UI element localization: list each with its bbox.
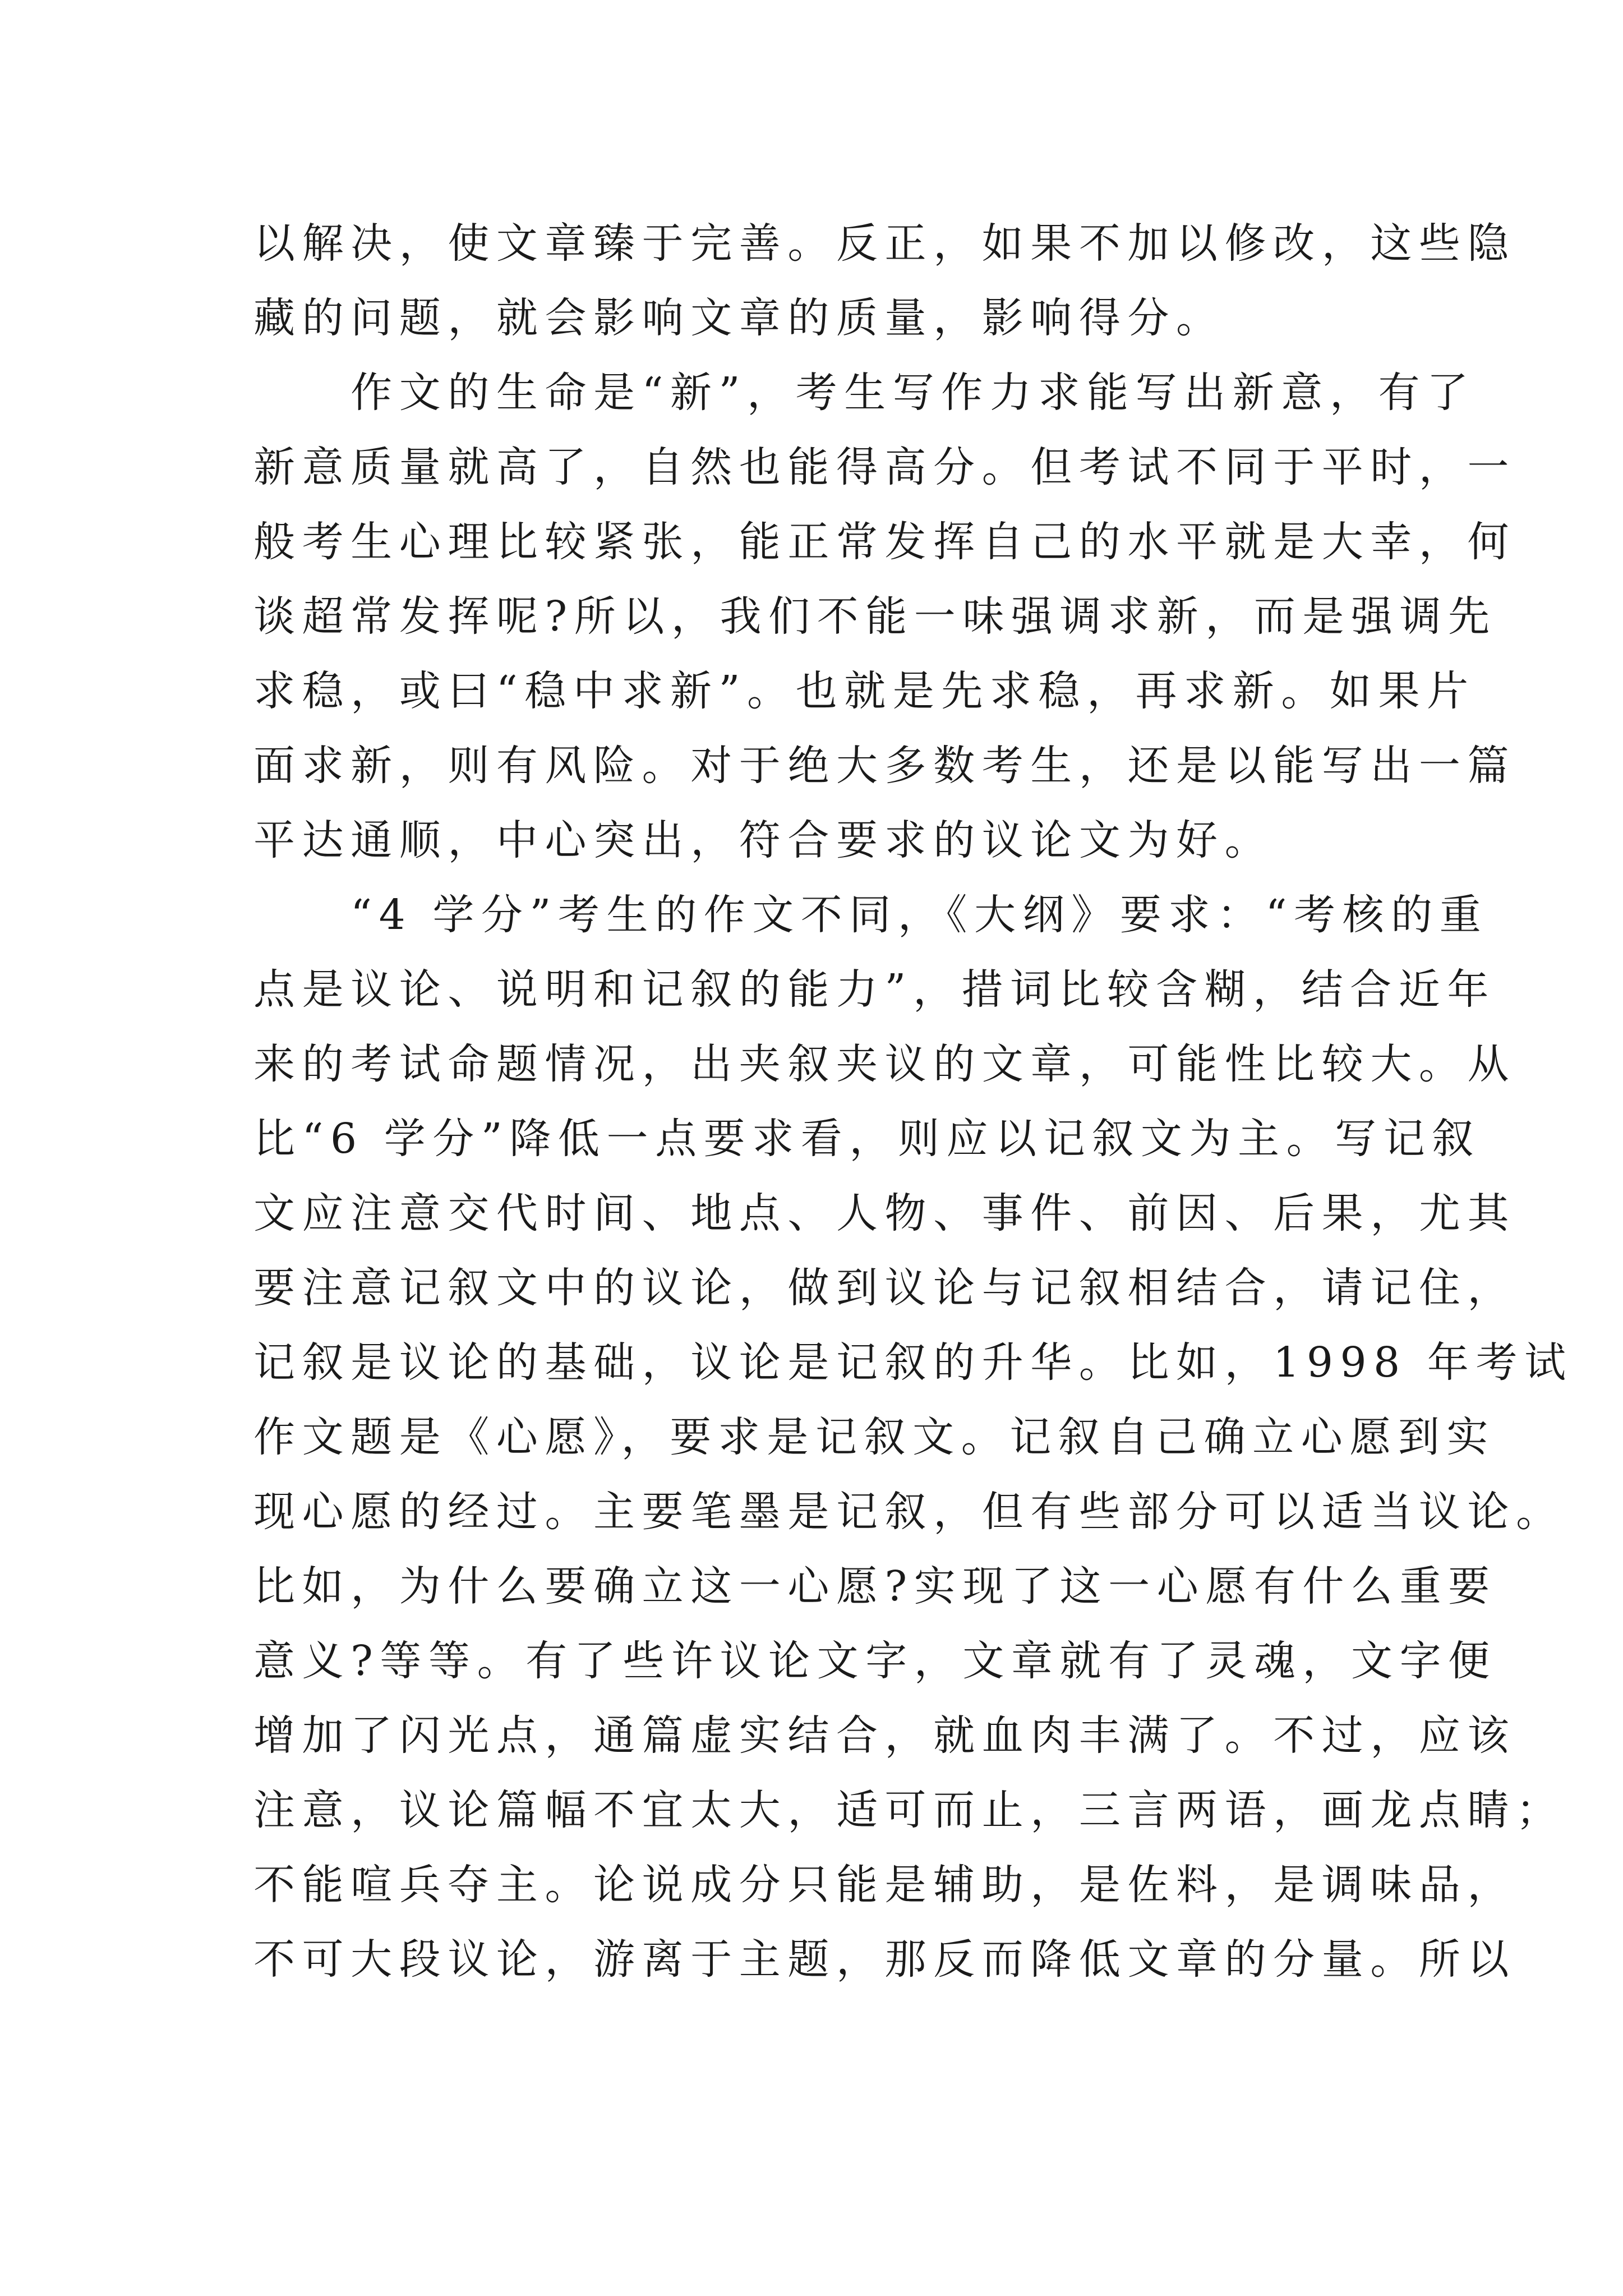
text-line: 藏的问题，就会影响文章的质量，影响得分。 <box>253 294 1225 342</box>
text-line: 新意质量就高了，自然也能得高分。但考试不同于平时，一 <box>253 443 1516 491</box>
text-line: 不可大段议论，游离于主题，那反而降低文章的分量。所以 <box>253 1935 1516 1984</box>
text-line: 注意，议论篇幅不宜太大，适可而止，三言两语，画龙点睛； <box>253 1786 1565 1834</box>
text-line: 般考生心理比较紧张，能正常发挥自己的水平就是大幸，何 <box>253 518 1516 566</box>
text-line: 点是议论、说明和记叙的能力”，措词比较含糊，结合近年 <box>253 965 1496 1014</box>
text-line: 比如，为什么要确立这一心愿?实现了这一心愿有什么重要 <box>253 1562 1497 1611</box>
text-line: 要注意记叙文中的议论，做到议论与记叙相结合，请记住， <box>253 1264 1516 1312</box>
body-text <box>253 206 1573 1997</box>
text-line: 记叙是议论的基础，议论是记叙的升华。比如，1998 年考试 <box>253 1338 1573 1387</box>
text-line: 平达通顺，中心突出，符合要求的议论文为好。 <box>253 816 1274 864</box>
text-line: 文应注意交代时间、地点、人物、事件、前因、后果，尤其 <box>253 1189 1516 1237</box>
text-line: 面求新，则有风险。对于绝大多数考生，还是以能写出一篇 <box>253 742 1516 790</box>
text-line: 不能喧兵夺主。论说成分只能是辅助，是佐料，是调味品， <box>253 1861 1516 1909</box>
text-line: 增加了闪光点，通篇虚实结合，就血肉丰满了。不过，应该 <box>253 1711 1516 1760</box>
text-line: 现心愿的经过。主要笔墨是记叙，但有些部分可以适当议论。 <box>253 1488 1565 1536</box>
text-line: 求稳，或曰“稳中求新”。也就是先求稳，再求新。如果片 <box>253 667 1476 715</box>
text-line: “4 学分”考生的作文不同，《大纲》要求：“考核的重 <box>253 891 1488 939</box>
text-line: 以解决，使文章臻于完善。反正，如果不加以修改，这些隐 <box>253 219 1516 268</box>
text-line: 作文题是《心愿》，要求是记叙文。记叙自己确立心愿到实 <box>253 1413 1496 1461</box>
text-line: 意义?等等。有了些许议论文字，文章就有了灵魂，文字便 <box>253 1637 1497 1685</box>
text-line: 谈超常发挥呢?所以，我们不能一味强调求新，而是强调先 <box>253 592 1497 641</box>
text-line: 来的考试命题情况，出夹叙夹议的文章，可能性比较大。从 <box>253 1040 1516 1088</box>
text-line: 作文的生命是“新”，考生写作力求能写出新意，有了 <box>253 369 1476 417</box>
text-line: 比“6 学分”降低一点要求看，则应以记叙文为主。写记叙 <box>253 1115 1481 1163</box>
